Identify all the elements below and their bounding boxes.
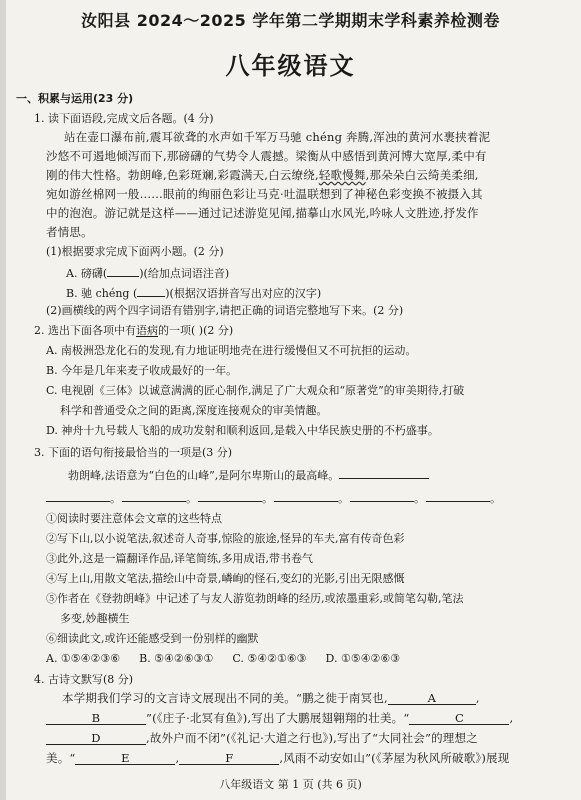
q3-choices	[46, 652, 400, 665]
answer-blank[interactable]	[137, 284, 165, 297]
q3-lead: 勃朗峰,法语意为“白色的山峰”,是阿尔卑斯山的最高峰。	[68, 466, 429, 482]
q4-line: B ”(《庄子·北冥有鱼》),写出了大鹏展翅翱翔的壮美。“ C ,	[46, 712, 513, 725]
choice-c[interactable]: C. ⑤④②①⑥③	[232, 652, 307, 665]
q3-item: ②写下山,以小说笔法,叙述奇人奇事,惊险的旅途,怪异的车夫,富有传奇色彩	[46, 532, 405, 545]
q3-item: ⑤作者在《登勃朗峰》中记述了与友人游览勃朗峰的经历,或浓墨重彩,或简笔勾勒,笔法	[46, 592, 464, 605]
page-footer: 八年级语文 第 1 页 (共 6 页)	[219, 778, 362, 791]
q4-stem: 4. 古诗文默写(8 分)	[34, 673, 134, 686]
passage-line: 者情思。	[46, 225, 93, 239]
q2-option: D. 神舟十九号载人飞船的成功发射和顺利返回,是载入中华民族史册的不朽盛事。	[46, 424, 439, 437]
q1-sub1: (1)根据要求完成下面两小题。(2 分)	[46, 245, 224, 258]
blank-d[interactable]: D	[46, 732, 146, 745]
passage-line: 宛如游丝棉网一般……眼前的绚丽色彩让马克·吐温联想到了神秘色彩变换不被摄入其	[46, 187, 483, 201]
q4-line: D ,故外户而不闭”(《礼记·大道之行也》),写出了“大同社会”的理想之	[46, 732, 478, 745]
exam-title: 汝阳县 2024～2025 学年第二学期期末学科素养检测卷	[81, 11, 500, 30]
choice-b[interactable]: B. ⑤④②⑥③①	[139, 652, 214, 665]
answer-blank[interactable]	[339, 466, 429, 479]
passage-line: 刚的伟大性格。勃朗峰,色彩斑斓,彩霞满天,白云缭绕,轻歌慢舞,那朵朵白云绮美柔细,	[46, 168, 479, 182]
q2-option: C. 电视剧《三体》以诚意满满的匠心制作,满足了广大观众和“原著党”的审美期待,打破	[46, 384, 465, 397]
passage-line: 沙悠不可遏地倾泻而下,那磅礴的气势令人震撼。梁衡从中感悟到黄河博大宽厚,柔中有	[46, 149, 487, 163]
blank-a[interactable]: A	[388, 692, 476, 705]
blank-c[interactable]: C	[409, 712, 509, 725]
q3-stem: 3. 下面的语句衔接最恰当的一项是(3 分)	[34, 446, 233, 459]
q3-item: ①阅读时要注意体会文章的这些特点	[46, 512, 222, 525]
passage-line: 中的泡泡。游记就是这样——通过记述游览见闻,描摹山水风光,吟咏人文胜迹,抒发作	[46, 206, 479, 220]
blank-f[interactable]: F	[179, 752, 279, 765]
q1-sub1a: A. 磅礴( )(给加点词语注音)	[66, 264, 229, 280]
q2-option: B. 今年是几年来麦子收成最好的一年。	[46, 364, 238, 377]
section-heading: 一、积累与运用(23 分)	[16, 92, 134, 105]
answer-blank[interactable]	[107, 264, 139, 277]
q1-sub1b: B. 驰 chéng ( )(根据汉语拼音写出对应的汉字)	[66, 284, 321, 300]
q4-line: 本学期我们学习的文言诗文展现出不同的美。“鹏之徙于南冥也, A ,	[62, 691, 480, 705]
passage-line: 站在壶口瀑布前,震耳欲聋的水声如千军万马驰 chéng 奔腾,浑浊的黄河水裹挟着泥	[64, 130, 491, 144]
q2-option: A. 南极洲恐龙化石的发现,有力地证明地壳在进行缓慢但又不可抗拒的运动。	[46, 344, 417, 357]
q1-stem: 1. 读下面语段,完成文后各题。(4 分)	[34, 112, 214, 125]
choice-d[interactable]: D. ①⑤④②⑥③	[325, 652, 401, 665]
blank-e[interactable]: E	[75, 752, 175, 765]
q3-item-cont: 多变,妙趣横生	[60, 612, 130, 625]
blank-b[interactable]: B	[46, 712, 146, 725]
q3-item: ④写上山,用散文笔法,描绘山中奇景,嶙峋的怪石,变幻的光影,引出无限感慨	[46, 572, 405, 585]
binding-edge	[0, 0, 6, 800]
choice-a[interactable]: A. ①⑤④②③⑥	[46, 652, 121, 665]
q3-item: ⑥细读此文,或许还能感受到一份别样的幽默	[46, 632, 259, 645]
q3-blank-line: 。 。 。 。 。 。	[46, 489, 502, 505]
q2-stem: 2. 选出下面各项中有语病的一项( )(2 分)	[34, 324, 234, 337]
q2-option-cont: 科学和普通受众之间的距离,深度连接观众的审美情趣。	[60, 404, 328, 417]
subject-title: 八年级语文	[225, 52, 356, 80]
q3-item: ③此外,这是一篇翻译作品,译笔简练,多用成语,带书卷气	[46, 552, 313, 565]
q4-line: 美。“ E , F ,风雨不动安如山”(《茅屋为秋风所破歌》)展现	[46, 751, 510, 765]
q1-sub2: (2)画横线的两个四字词语有错别字,请把正确的词语完整地写下来。(2 分)	[46, 304, 404, 317]
